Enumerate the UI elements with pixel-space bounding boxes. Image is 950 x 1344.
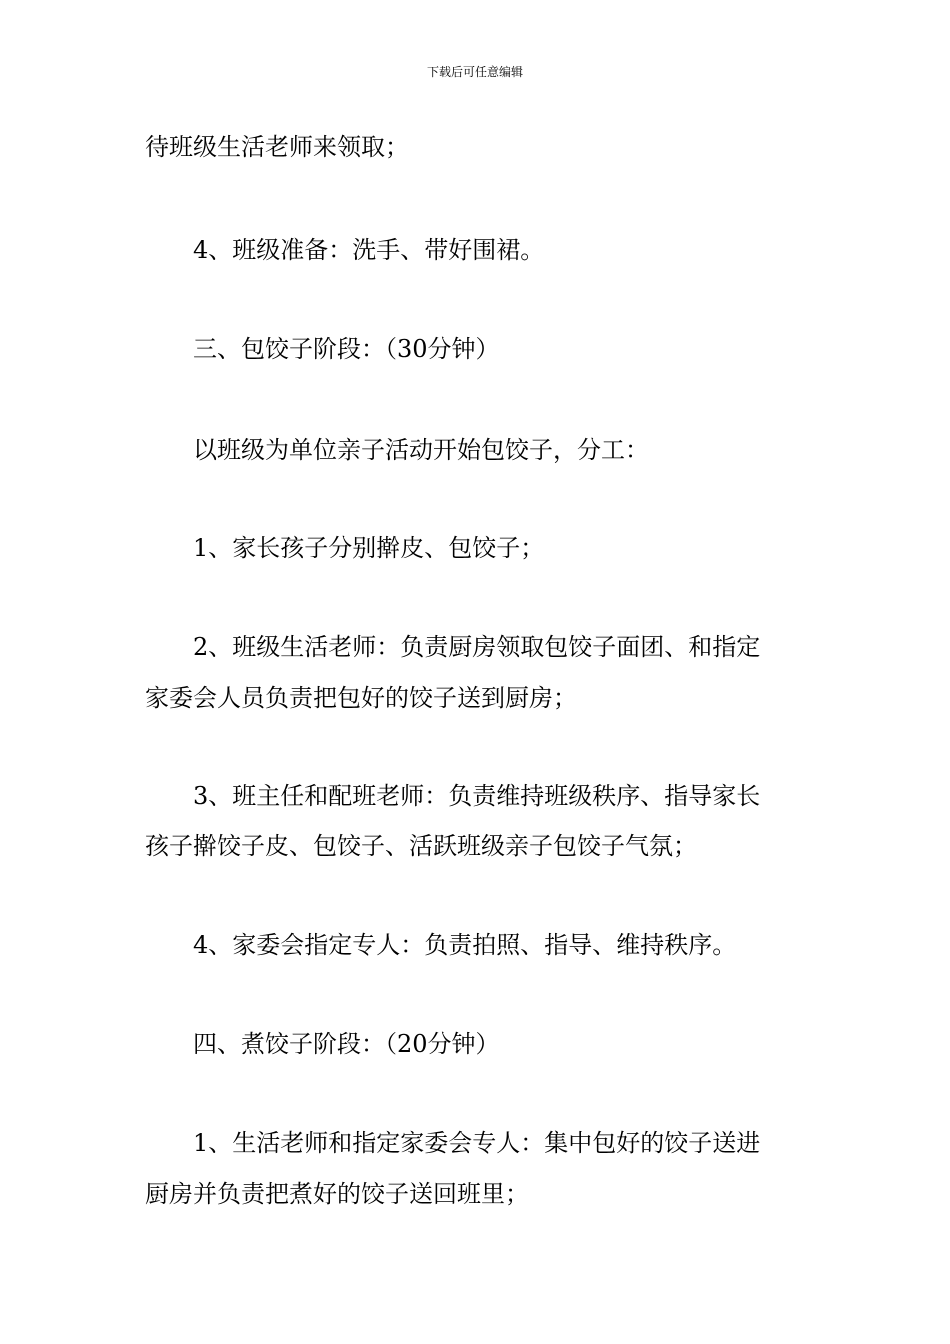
section-heading: 四、煮饺子阶段：（20分钟） bbox=[193, 1030, 500, 1058]
paragraph-line: 待班级生活老师来领取； bbox=[145, 133, 409, 161]
section-heading: 三、包饺子阶段：（30分钟） bbox=[193, 335, 500, 363]
list-item: 2、班级生活老师：负责厨房领取包饺子面团、和指定 bbox=[193, 633, 761, 661]
paragraph-line: 4、班级准备：洗手、带好围裙。 bbox=[193, 236, 545, 264]
list-item: 1、生活老师和指定家委会专人：集中包好的饺子送进 bbox=[193, 1129, 761, 1157]
list-item: 1、家长孩子分别擀皮、包饺子； bbox=[193, 534, 545, 562]
list-item-continuation: 厨房并负责把煮好的饺子送回班里； bbox=[145, 1180, 529, 1208]
paragraph-line: 以班级为单位亲子活动开始包饺子，分工： bbox=[193, 436, 649, 464]
list-item: 4、家委会指定专人：负责拍照、指导、维持秩序。 bbox=[193, 931, 737, 959]
list-item-continuation: 家委会人员负责把包好的饺子送到厨房； bbox=[145, 684, 577, 712]
list-item-continuation: 孩子擀饺子皮、包饺子、活跃班级亲子包饺子气氛； bbox=[145, 832, 697, 860]
page-header: 下载后可任意编辑 bbox=[426, 65, 523, 79]
list-item: 3、班主任和配班老师：负责维持班级秩序、指导家长 bbox=[193, 782, 761, 810]
